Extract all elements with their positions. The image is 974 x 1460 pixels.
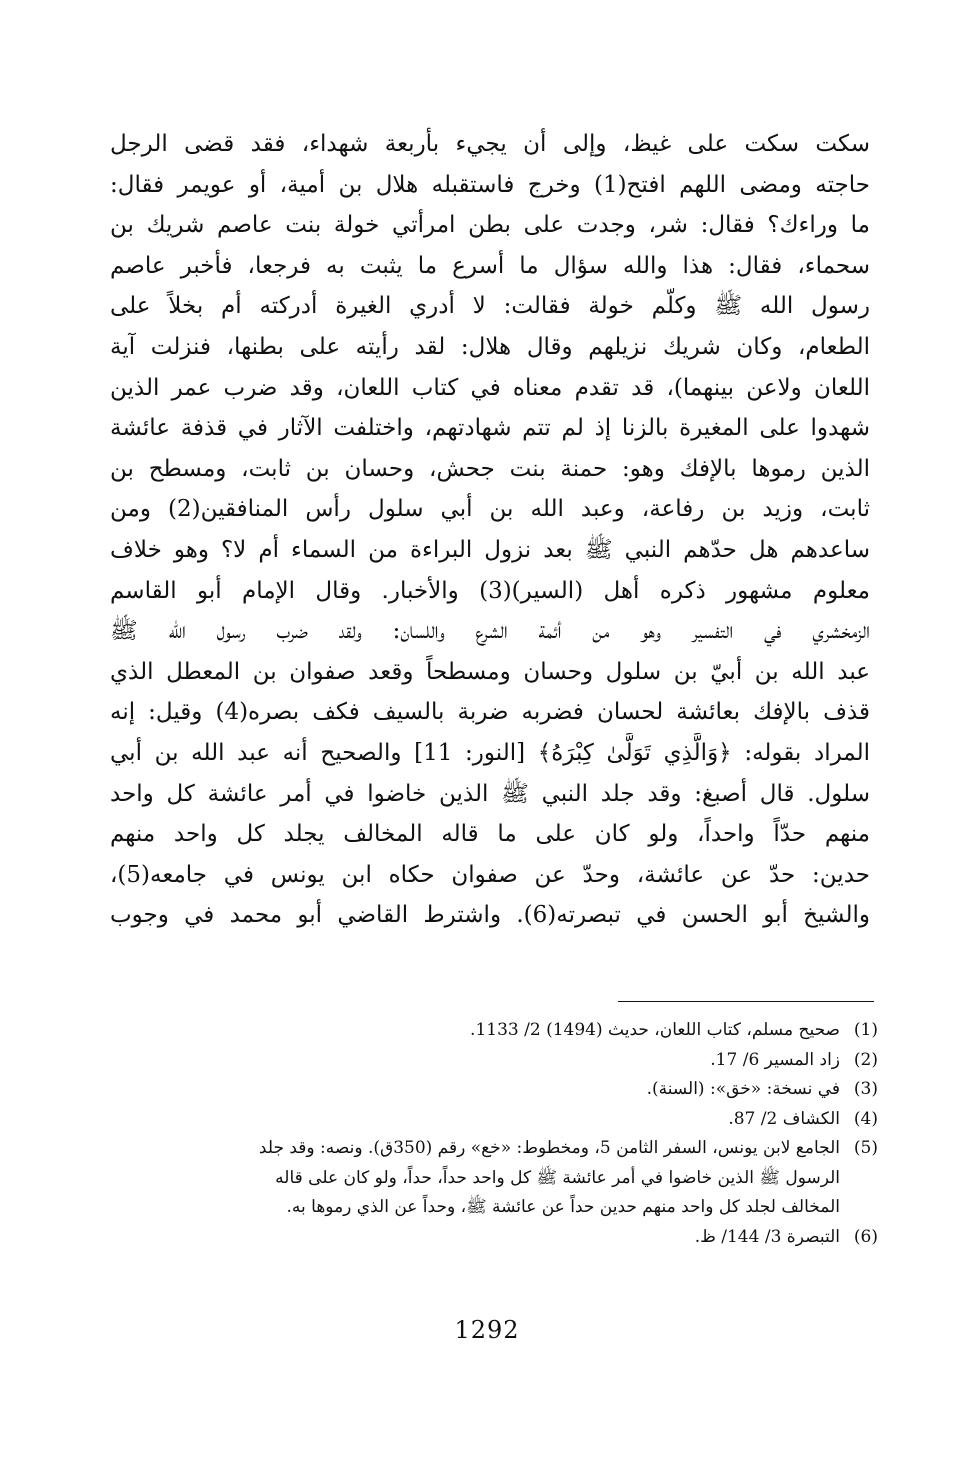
footnote-number: (2) — [853, 1049, 878, 1070]
text-line: سكت سكت على غيظ، وإلى أن يجيء بأربعة شهداء، فقد قضى الرجل — [110, 131, 870, 157]
text-line: معلوم مشهور ذكره أهل (السير)(3) والأخبار. وقال الإمام أبو القاسم — [110, 577, 870, 604]
footnote-line: الكشاف 2/ 87. — [728, 1108, 840, 1129]
text-line: اللعان ولاعن بينهما)، قد تقدم معناه في كتاب اللعان، وقد ضرب عمر الذين — [110, 374, 870, 401]
text-line: المراد بقوله: ﴿وَالَّذِي تَوَلَّىٰ كِبْرَهُ﴾ [النور: 11] والصحيح أنه عبد الله بن أبي — [110, 739, 870, 766]
footnote-number: (4) — [853, 1108, 878, 1129]
text-line: منهم حدّاً واحداً، ولو كان على ما قاله المخالف يجلد كل واحد منهم — [110, 821, 870, 848]
footnote — [120, 1046, 878, 1076]
text-line: الذين رموها بالإفك وهو: حمنة بنت جحش، وحسان بن ثابت، ومسطح بن — [110, 455, 870, 482]
footnote-text — [120, 1075, 840, 1105]
text-line: حاجته ومضى اللهم افتح(1) وخرج فاستقبله هلال بن أمية، أو عويمر فقال: — [110, 171, 870, 198]
footnote-line: زاد المسير 6/ 17. — [710, 1049, 840, 1070]
footnote-text — [120, 1046, 840, 1076]
text-line: ساعدهم هل حدّهم النبي ﷺ بعد نزول البراءة من السماء أم لا؟ وهو خلاف — [110, 536, 870, 563]
text-line: الطعام، وكان شريك نزيلهم وقال هلال: لقد رأيته على بطنها، فنزلت آية — [110, 333, 870, 360]
text-line: الزمخشري في التفسير وهو من أئمة الشرع واللسان: ولقد ضرب رسول الله ﷺ — [110, 618, 870, 645]
text-line: سلول. قال أصبغ: وقد جلد النبي ﷺ الذين خاضوا في أمر عائشة كل واحد — [110, 780, 870, 807]
footnote-line: الرسول ﷺ الذين خاضوا في أمر عائشة ﷺ كل واحد حداً، حداً، ولو كان على قاله — [275, 1167, 840, 1188]
text-line: عبد الله بن أبيّ بن سلول وحسان ومسطحاً وقعد صفوان بن المعطل الذي — [110, 658, 870, 685]
footnote-number: (5) — [853, 1138, 878, 1158]
footnote-number: (3) — [853, 1079, 878, 1099]
footnote-line: في نسخة: «خق»: (السنة). — [646, 1079, 840, 1099]
text-line: حدين: حدّ عن عائشة، وحدّ عن صفوان حكاه ابن يونس في جامعه(5)، — [110, 861, 870, 888]
text-line: سحماء، فقال: هذا والله سؤال ما أسرع ما يثبت به فرجعا، فأخبر عاصم — [110, 252, 870, 279]
page-number: 1292 — [454, 1316, 520, 1344]
main-text — [110, 124, 870, 936]
footnote-line: الجامع لابن يونس، السفر الثامن 5، ومخطوط: «خع» رقم (350ق). ونصه: وقد جلد — [258, 1138, 840, 1158]
footnote-line: صحيح مسلم، كتاب اللعان، حديث (1494) 2/ 1133. — [470, 1020, 840, 1040]
footnote-text — [120, 1134, 840, 1223]
footnote — [120, 1105, 878, 1135]
footnote-number: (1) — [853, 1020, 878, 1040]
footnote — [120, 1134, 878, 1223]
footnotes — [120, 1016, 878, 1252]
text-line: شهدوا على المغيرة بالزنا إذ لم تتم شهادتهم، واختلفت الآثار في قذفة عائشة — [110, 415, 870, 442]
text-line: قذف بالإفك بعائشة لحسان فضربه ضربة بالسيف فكف بصره(4) وقيل: إنه — [110, 699, 870, 726]
footnote-number: (6) — [853, 1226, 878, 1247]
footnote — [120, 1223, 878, 1253]
text-line: ما وراءك؟ فقال: شر، وجدت على بطن امرأتي خولة بنت عاصم شريك بن — [110, 212, 870, 239]
footnote-line: التبصرة 3/ 144/ ظ. — [694, 1226, 840, 1247]
text-line: رسول الله ﷺ وكلّم خولة فقالت: لا أدري الغيرة أدركته أم بخلاً على — [110, 293, 870, 320]
footnote-line: المخالف لجلد كل واحد منهم حدين حداً عن عائشة ﷺ، وحداً عن الذي رموها به. — [286, 1197, 840, 1217]
footnote-separator — [618, 1001, 874, 1002]
footnote-text — [120, 1223, 840, 1253]
footnote — [120, 1075, 878, 1105]
footnote — [120, 1016, 878, 1046]
footnote-text — [120, 1016, 840, 1046]
text-line: والشيخ أبو الحسن في تبصرته(6). واشترط القاضي أبو محمد في وجوب — [110, 902, 870, 929]
text-line: ثابت، وزيد بن رفاعة، وعبد الله بن أبي سلول رأس المنافقين(2) ومن — [110, 496, 870, 523]
footnote-text — [120, 1105, 840, 1135]
